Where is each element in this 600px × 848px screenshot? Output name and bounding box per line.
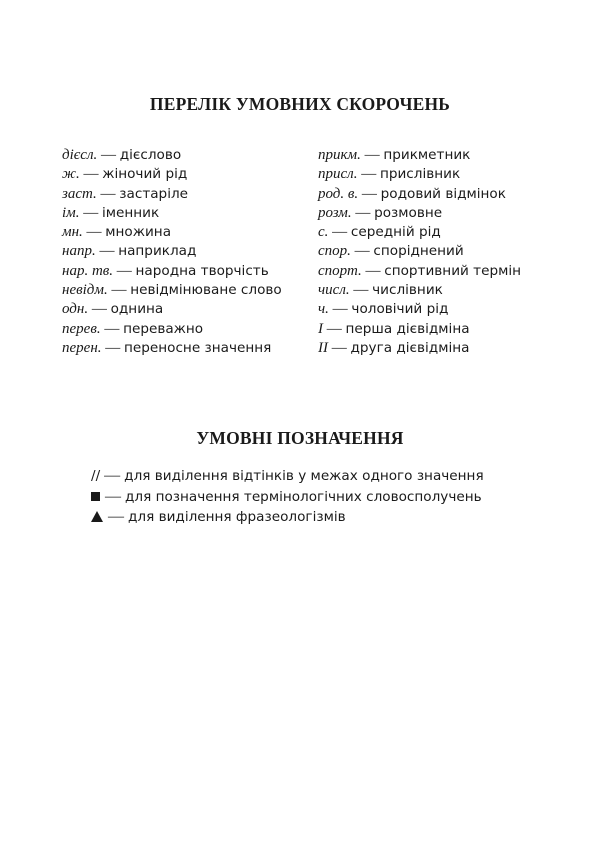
dash: —	[353, 282, 369, 299]
abbreviation: присл.	[318, 166, 358, 183]
abbreviation: напр.	[62, 243, 96, 260]
double-slash-symbol: //	[91, 468, 101, 484]
abbreviation-entry	[318, 320, 521, 339]
abbreviation-entry	[318, 165, 521, 184]
abbreviation: II	[318, 339, 328, 356]
abbreviation: розм.	[318, 204, 352, 221]
abbreviation-meaning: наприклад	[118, 243, 197, 260]
abbreviation: заст.	[62, 185, 97, 202]
abbreviation: перен.	[62, 339, 102, 356]
abbreviation: спор.	[318, 243, 351, 260]
abbreviation-entry	[318, 281, 521, 300]
abbreviation-entry	[62, 185, 282, 204]
abbreviation-meaning: переносне значення	[124, 339, 272, 356]
symbol-entry	[91, 466, 484, 487]
dash: —	[83, 204, 99, 221]
abbreviation-entry	[62, 300, 282, 319]
abbreviation-meaning: дієслово	[119, 147, 182, 163]
dash: —	[332, 301, 348, 318]
abbreviation-entry	[318, 242, 521, 261]
dash: —	[83, 166, 99, 183]
dash: —	[104, 467, 121, 484]
abbreviation-meaning: невідмінюване слово	[130, 282, 282, 299]
dash: —	[116, 262, 132, 279]
symbol-description: для позначення термінологічних словосполучень	[125, 488, 482, 505]
abbreviation-meaning: жіночий рід	[102, 166, 188, 183]
dash: —	[326, 320, 342, 337]
dash: —	[365, 262, 381, 279]
abbreviations-right-column	[318, 146, 521, 358]
abbreviation: прикм.	[318, 147, 361, 163]
abbreviation: род. в.	[318, 185, 359, 202]
dash: —	[361, 166, 377, 183]
abbreviation-meaning: прикметник	[383, 147, 471, 163]
dash: —	[100, 185, 116, 202]
dash: —	[331, 339, 347, 356]
black-square-icon	[91, 492, 100, 501]
dash: —	[364, 147, 380, 163]
dash: —	[355, 204, 371, 221]
abbreviation: I	[318, 320, 323, 337]
abbreviation-meaning: родовий відмінок	[380, 185, 506, 202]
abbreviation-meaning: перша дієвідміна	[345, 320, 470, 337]
abbreviation-entry	[62, 262, 282, 281]
abbreviation-meaning: однина	[110, 301, 164, 318]
abbreviation-meaning: переважно	[123, 320, 204, 337]
abbreviation-entry	[318, 262, 521, 281]
abbreviation-meaning: прислівник	[379, 166, 461, 183]
dash: —	[91, 301, 107, 318]
dash: —	[99, 243, 115, 260]
abbreviation-entry	[62, 223, 282, 242]
abbreviation-entry	[62, 320, 282, 339]
abbreviations-heading: ПЕРЕЛІК УМОВНИХ СКОРОЧЕНЬ	[149, 94, 451, 114]
abbreviation-entry	[62, 339, 282, 358]
abbreviation-meaning: іменник	[102, 204, 160, 221]
abbreviation-meaning: народна творчість	[135, 262, 269, 279]
dash: —	[86, 224, 102, 241]
abbreviation-entry	[318, 204, 521, 223]
abbreviation-entry	[62, 165, 282, 184]
abbreviation-meaning: застаріле	[119, 185, 189, 202]
symbol-entry	[91, 507, 484, 528]
dash: —	[105, 339, 121, 356]
abbreviation-entry	[318, 223, 521, 242]
abbreviation: невідм.	[62, 282, 108, 299]
abbreviation-meaning: множина	[105, 224, 172, 241]
abbreviation-entry	[62, 204, 282, 223]
dash: —	[332, 224, 348, 241]
dash: —	[101, 147, 116, 163]
abbreviation: перев.	[62, 320, 101, 337]
symbol-description: для виділення відтінків у межах одного значення	[124, 468, 484, 484]
abbreviation-meaning: друга дієвідміна	[350, 339, 470, 356]
abbreviation-meaning: споріднений	[373, 243, 464, 260]
abbreviation: ім.	[62, 204, 80, 221]
dash: —	[104, 320, 120, 337]
abbreviation-meaning: розмовне	[374, 204, 443, 221]
abbreviation-meaning: чоловічий рід	[351, 301, 449, 318]
symbol-description: для виділення фразеологізмів	[128, 509, 346, 525]
abbreviation-entry	[318, 185, 521, 204]
abbreviation-entry	[62, 242, 282, 261]
abbreviation: ж.	[62, 166, 80, 183]
abbreviation: с.	[318, 224, 329, 241]
abbreviation-meaning: числівник	[372, 282, 443, 299]
dash: —	[105, 487, 121, 505]
abbreviation: числ.	[318, 282, 350, 299]
abbreviation: нар. тв.	[62, 262, 114, 279]
abbreviation-meaning: спортивний термін	[384, 262, 522, 279]
abbreviations-left-column	[62, 146, 282, 358]
abbreviation-entry	[62, 281, 282, 300]
abbreviation: одн.	[62, 301, 89, 318]
abbreviation-entry	[318, 339, 521, 358]
dash: —	[361, 185, 377, 202]
dash: —	[111, 282, 127, 299]
black-triangle-icon	[91, 511, 103, 522]
abbreviation-entry	[318, 146, 521, 165]
abbreviation: дієсл.	[62, 147, 98, 163]
dash: —	[354, 243, 370, 260]
dash: —	[108, 508, 124, 525]
symbols-list	[91, 466, 484, 528]
abbreviation: мн.	[62, 224, 83, 241]
abbreviation: спорт.	[318, 262, 362, 279]
abbreviation-meaning: середній рід	[350, 224, 441, 241]
abbreviation: ч.	[318, 301, 329, 318]
abbreviation-entry	[62, 146, 282, 165]
abbreviation-entry	[318, 300, 521, 319]
symbol-entry	[91, 487, 484, 508]
symbols-heading: УМОВНІ ПОЗНАЧЕННЯ	[196, 428, 404, 448]
